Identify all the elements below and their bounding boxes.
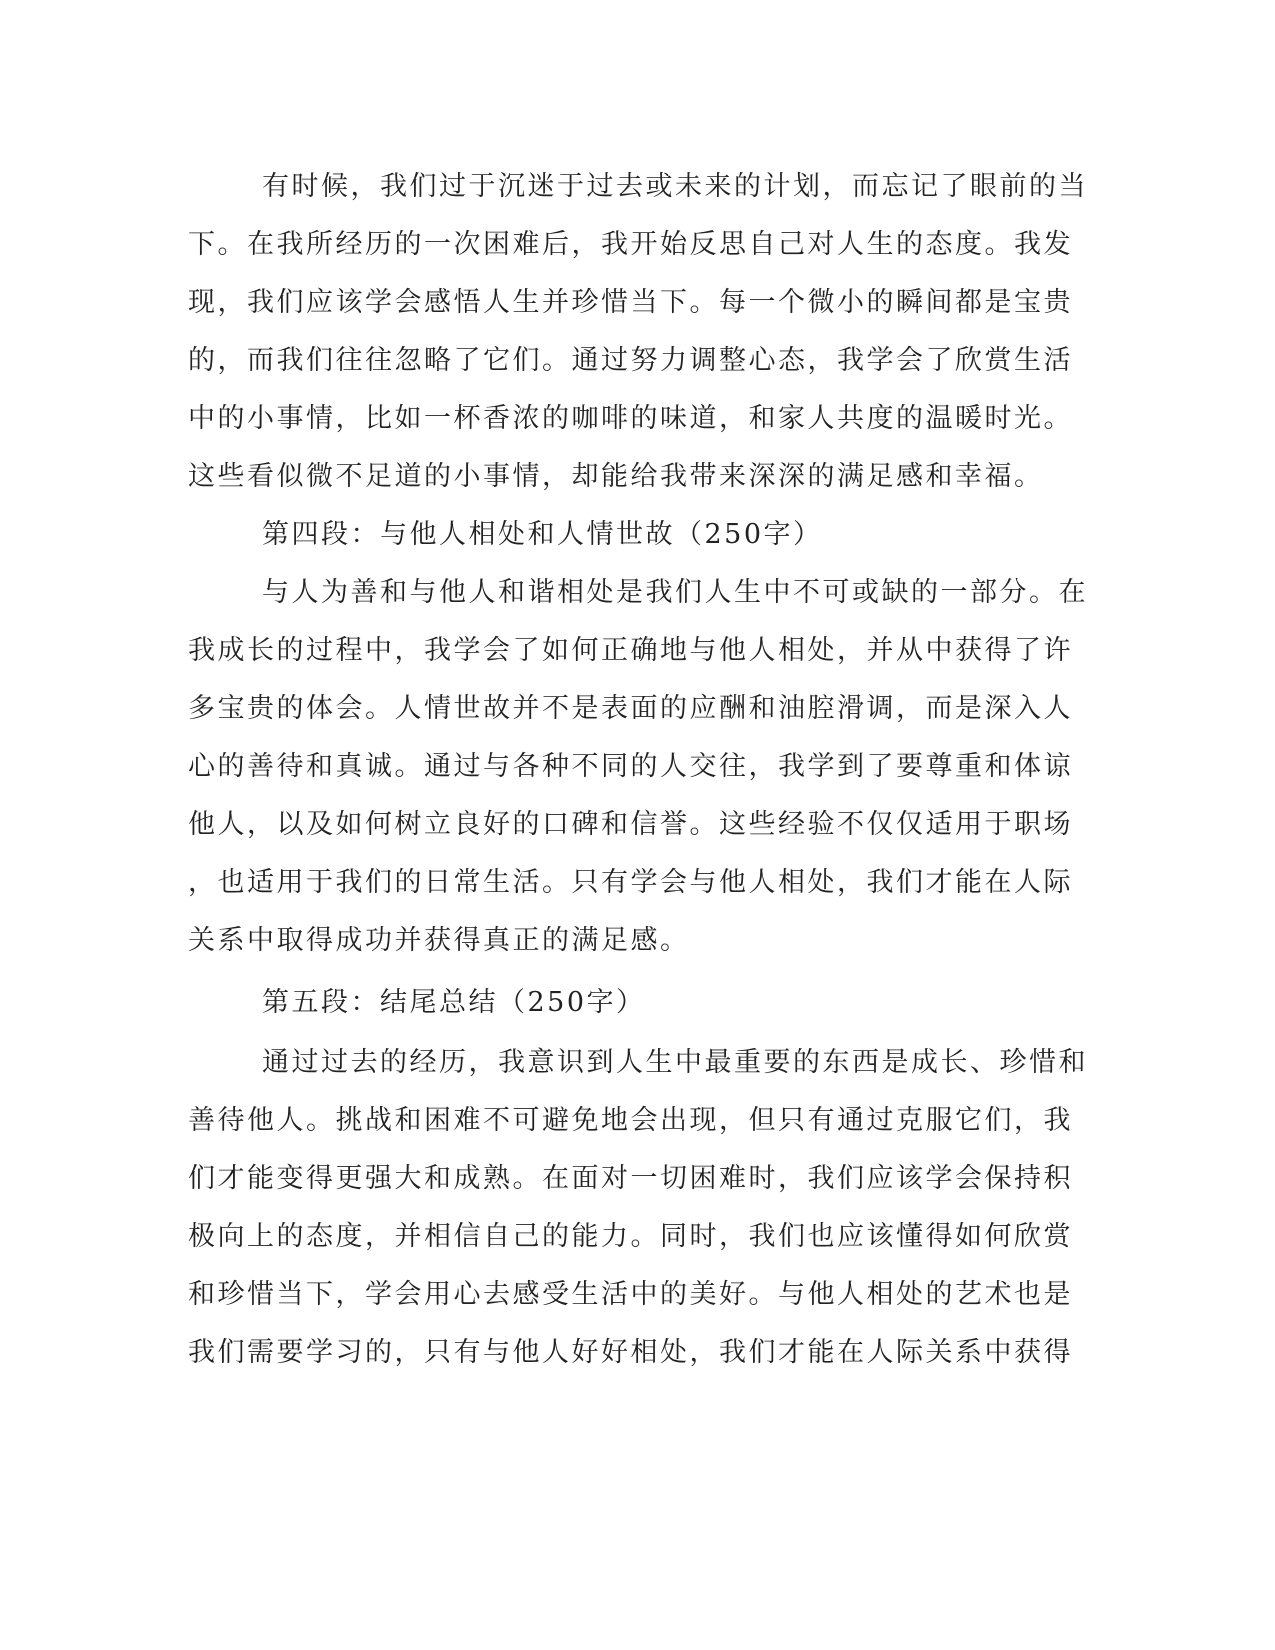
section-heading: 第四段：与他人相处和人情世故（250字） bbox=[262, 519, 823, 550]
paragraph-line: 有时候，我们过于沉迷于过去或未来的计划，而忘记了眼前的当 bbox=[262, 171, 1088, 202]
paragraph-line: 们才能变得更强大和成熟。在面对一切困难时，我们应该学会保持积 bbox=[188, 1163, 1073, 1194]
paragraph-line: 和珍惜当下，学会用心去感受生活中的美好。与他人相处的艺术也是 bbox=[188, 1279, 1073, 1310]
paragraph-line: 我成长的过程中，我学会了如何正确地与他人相处，并从中获得了许 bbox=[188, 635, 1073, 666]
paragraph-line: 与人为善和与他人和谐相处是我们人生中不可或缺的一部分。在 bbox=[262, 577, 1088, 608]
paragraph-line: 我们需要学习的，只有与他人好好相处，我们才能在人际关系中获得 bbox=[188, 1337, 1073, 1368]
paragraph-line: ，也适用于我们的日常生活。只有学会与他人相处，我们才能在人际 bbox=[188, 867, 1073, 898]
paragraph-line: 通过过去的经历，我意识到人生中最重要的东西是成长、珍惜和 bbox=[262, 1047, 1088, 1078]
paragraph-line: 中的小事情，比如一杯香浓的咖啡的味道，和家人共度的温暖时光。 bbox=[188, 403, 1073, 434]
paragraph-line: 现，我们应该学会感悟人生并珍惜当下。每一个微小的瞬间都是宝贵 bbox=[188, 287, 1073, 318]
paragraph-line: 善待他人。挑战和困难不可避免地会出现，但只有通过克服它们，我 bbox=[188, 1105, 1073, 1136]
paragraph-line: 极向上的态度，并相信自己的能力。同时，我们也应该懂得如何欣赏 bbox=[188, 1221, 1073, 1252]
section-heading: 第五段：结尾总结（250字） bbox=[262, 987, 646, 1018]
paragraph-line: 他人，以及如何树立良好的口碑和信誉。这些经验不仅仅适用于职场 bbox=[188, 809, 1073, 840]
paragraph-line: 这些看似微不足道的小事情，却能给我带来深深的满足感和幸福。 bbox=[188, 461, 1044, 492]
paragraph-line: 心的善待和真诚。通过与各种不同的人交往，我学到了要尊重和体谅 bbox=[188, 751, 1073, 782]
paragraph-line: 的，而我们往往忽略了它们。通过努力调整心态，我学会了欣赏生活 bbox=[188, 345, 1073, 376]
paragraph-line: 下。在我所经历的一次困难后，我开始反思自己对人生的态度。我发 bbox=[188, 229, 1073, 260]
paragraph-line: 多宝贵的体会。人情世故并不是表面的应酬和油腔滑调，而是深入人 bbox=[188, 693, 1073, 724]
paragraph-line: 关系中取得成功并获得真正的满足感。 bbox=[188, 925, 690, 956]
